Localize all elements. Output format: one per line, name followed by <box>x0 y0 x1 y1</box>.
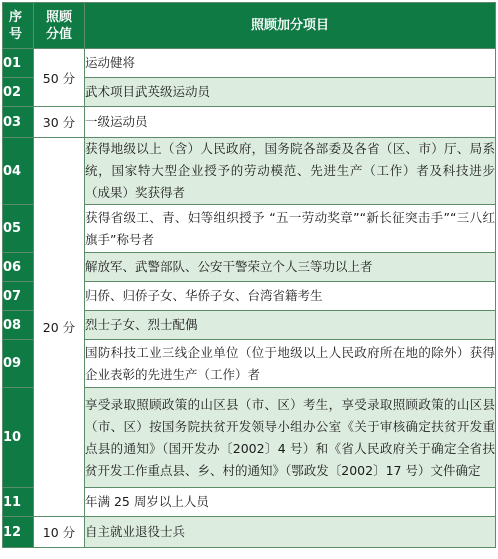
row-score: 10 分 <box>34 517 85 548</box>
row-item: 自主就业退役士兵 <box>85 517 496 548</box>
row-number: 07 <box>3 282 34 311</box>
row-item: 运动健将 <box>85 49 496 78</box>
header-item: 照顾加分项目 <box>85 3 496 49</box>
row-item: 武术项目武英级运动员 <box>85 78 496 107</box>
table-row <box>3 517 496 548</box>
row-number: 04 <box>3 138 34 205</box>
row-number: 03 <box>3 107 34 138</box>
row-number: 05 <box>3 205 34 253</box>
table-row <box>3 107 496 138</box>
row-item: 获得省级工、青、妇等组织授予 “五一劳动奖章”“新长征突击手”“三八红旗手”称号者 <box>85 205 496 253</box>
row-item: 烈士子女、烈士配偶 <box>85 311 496 340</box>
row-score: 50 分 <box>34 49 85 107</box>
row-item: 年满 25 周岁以上人员 <box>85 488 496 517</box>
row-score: 20 分 <box>34 138 85 517</box>
table-header-row <box>3 3 496 49</box>
row-item: 归侨、归侨子女、华侨子女、台湾省籍考生 <box>85 282 496 311</box>
row-number: 01 <box>3 49 34 78</box>
row-number: 02 <box>3 78 34 107</box>
row-number: 12 <box>3 517 34 548</box>
row-item: 享受录取照顾政策的山区县（市、区）考生，享受录取照顾政策的山区县（市、区）按国务院扶贫开发领导小组办公室《关于审核确定扶贫开发重点县的通知》（国开发办〔2002〕4 号）和《省人民政府关于确定全省扶贫开发工作重点县、乡、村的通知》（鄂政发〔2002〕17 号）文件确定 <box>85 388 496 488</box>
row-number: 10 <box>3 388 34 488</box>
table-row <box>3 49 496 78</box>
row-number: 08 <box>3 311 34 340</box>
row-number: 09 <box>3 340 34 388</box>
row-number: 11 <box>3 488 34 517</box>
row-item: 一级运动员 <box>85 107 496 138</box>
header-score: 照顾分值 <box>34 3 85 49</box>
row-item: 解放军、武警部队、公安干警荣立个人三等功以上者 <box>85 253 496 282</box>
header-number: 序号 <box>3 3 34 49</box>
row-item: 国防科技工业三线企业单位（位于地级以上人民政府所在地的除外）获得企业表彰的先进生产（工作）者 <box>85 340 496 388</box>
row-number: 06 <box>3 253 34 282</box>
bonus-points-table-container <box>2 2 495 548</box>
table-row <box>3 138 496 205</box>
row-score: 30 分 <box>34 107 85 138</box>
row-item: 获得地级以上（含）人民政府，国务院各部委及各省（区、市）厅、局系统，国家特大型企业授予的劳动模范、先进生产（工作）者及科技进步（成果）奖获得者 <box>85 138 496 205</box>
bonus-points-table <box>2 2 496 548</box>
